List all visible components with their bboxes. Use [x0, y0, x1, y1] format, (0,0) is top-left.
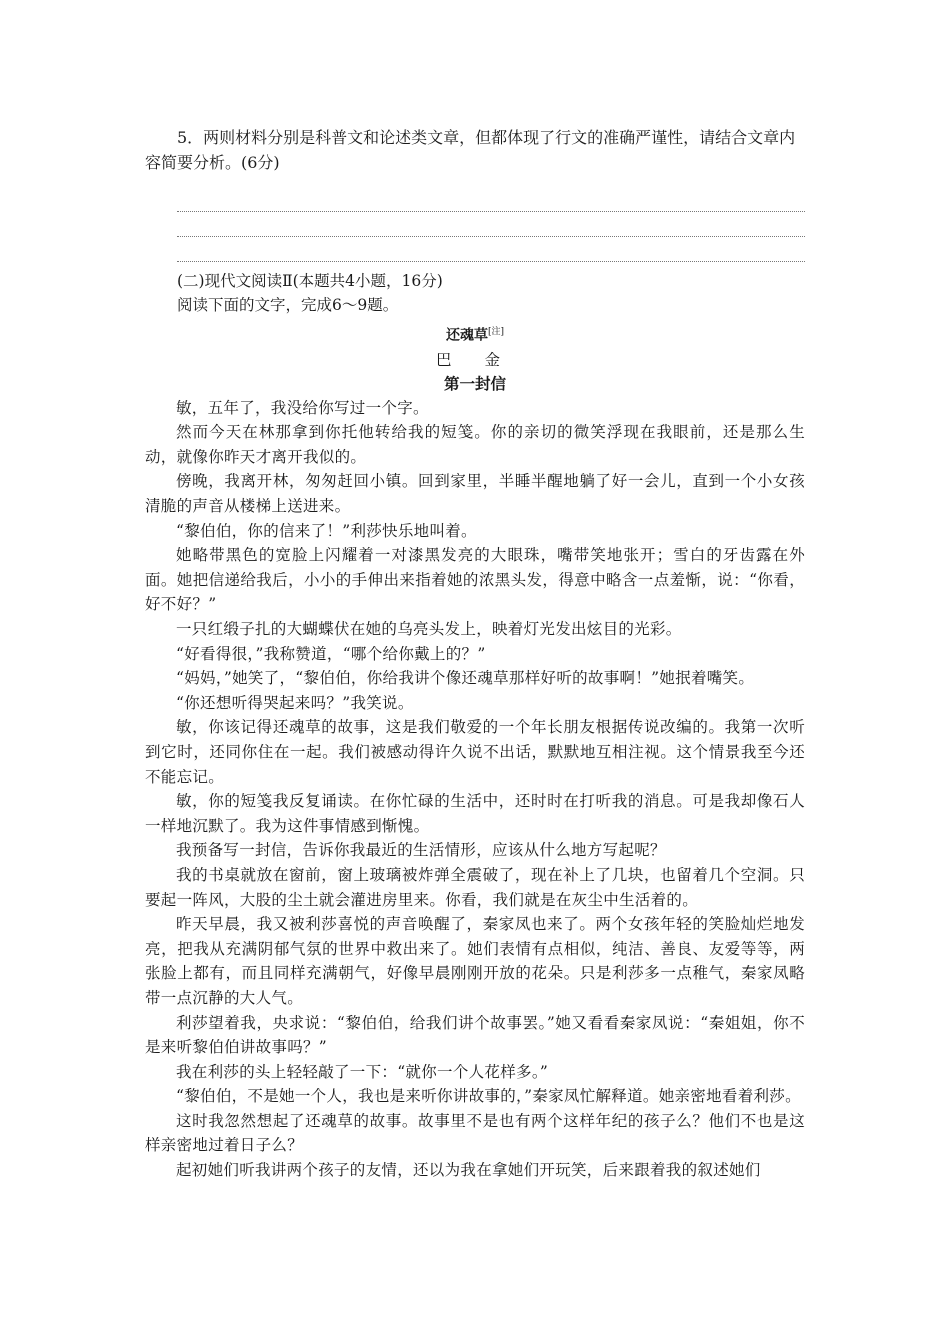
article-title-text: 还魂草 — [445, 327, 488, 344]
answer-line[interactable] — [177, 212, 805, 237]
paragraph: “你还想听得哭起来吗？”我笑说。 — [176, 693, 414, 712]
paragraph: “黎伯伯，你的信来了！”利莎快乐地叫着。 — [176, 521, 477, 540]
paragraph: 起初她们听我讲两个孩子的友情，还以为我在拿她们开玩笑，后来跟着我的叙述她们 — [176, 1161, 761, 1180]
paragraph: 然而今天在林那拿到你托他转给我的短笺。你的亲切的微笑浮现在我眼前，还是那么生动，就像你昨天才离开我似的。 — [145, 423, 805, 466]
paragraph: 一只红缎子扎的大蝴蝶伏在她的乌亮头发上，映着灯光发出炫目的光彩。 — [176, 620, 682, 638]
paragraph: 昨天早晨，我又被利莎喜悦的声音唤醒了，秦家凤也来了。两个女孩年轻的笑脸灿烂地发亮，把我从充满阴郁气氛的世界中救出来了。她们表情有点相似，纯洁、善良、友爱等等，两张脸上都有，而且同样充满朝气，好像早晨刚刚开放的花朵。只是利莎多一点稚气，秦家凤略带一点沉静的大人气。 — [145, 915, 805, 1007]
paragraph: “好看得很，”我称赞道，“哪个给你戴上的？” — [176, 644, 486, 663]
paragraph: 敏，你该记得还魂草的故事，这是我们敬爱的一个年长朋友根据传说改编的。我第一次听到它时，还同你住在一起。我们被感动得许久说不出话，默默地互相注视。这个情景我至今还不能忘记。 — [145, 718, 805, 786]
paragraph: 敏，你的短笺我反复诵读。在你忙碌的生活中，还时时在打听我的消息。可是我却像石人一样地沉默了。我为这件事情感到惭愧。 — [145, 792, 805, 835]
page-content — [145, 125, 805, 1183]
question-5: 5．两则材料分别是科普文和论述类文章，但都体现了行文的准确严谨性，请结合文章内容简要分析。(6分) — [145, 128, 796, 172]
chapter-heading: 第一封信 — [443, 373, 506, 393]
paragraph: 我在利莎的头上轻轻敲了一下：“就你一个人花样多。” — [176, 1062, 549, 1081]
paragraph: “妈妈，”她笑了，“黎伯伯，你给我讲个像还魂草那样好听的故事啊！”她抿着嘴笑。 — [176, 669, 755, 688]
section-title: (二)现代文阅读Ⅱ(本题共4小题，16分) — [177, 272, 443, 290]
article-author: 巴 金 — [436, 350, 514, 369]
answer-line[interactable] — [177, 237, 805, 262]
paragraph: 敏，五年了，我没给你写过一个字。 — [176, 398, 429, 417]
section-instruction: 阅读下面的文字，完成6～9题。 — [177, 296, 399, 314]
paragraph: 我预备写一封信，告诉你我最近的生活情形，应该从什么地方写起呢？ — [176, 841, 666, 860]
paragraph: “黎伯伯，不是她一个人，我也是来听你讲故事的，”秦家凤忙解释道。她亲密地看着利莎。 — [176, 1087, 801, 1106]
paragraph: 傍晚，我离开林，匆匆赶回小镇。回到家里，半睡半醒地躺了好一会儿，直到一个小女孩清脆的声音从楼梯上送进来。 — [145, 472, 805, 516]
answer-lines — [177, 187, 805, 262]
paragraph: 利莎望着我，央求说：“黎伯伯，给我们讲个故事罢。”她又看看秦家凤说：“秦姐姐，你不是来听黎伯伯讲故事吗？” — [145, 1013, 805, 1057]
article-title — [145, 320, 805, 348]
paragraph: 她略带黑色的宽脸上闪耀着一对漆黑发亮的大眼珠，嘴带笑地张开；雪白的牙齿露在外面。她把信递给我后，小小的手伸出来指着她的浓黑头发，得意中略含一点羞惭，说：“你看，好不好？” — [145, 546, 805, 614]
paragraph: 这时我忽然想起了还魂草的故事。故事里不是也有两个这样年纪的孩子么？他们不也是这样亲密地过着日子么？ — [145, 1111, 805, 1155]
answer-line[interactable] — [177, 187, 805, 212]
paragraph: 我的书桌就放在窗前，窗上玻璃被炸弹全震破了，现在补上了几块，也留着几个空洞。只要起一阵风，大股的尘土就会灌进房里来。你看，我们就是在灰尘中生活着的。 — [145, 865, 805, 909]
article-title-note: [注] — [487, 327, 505, 337]
